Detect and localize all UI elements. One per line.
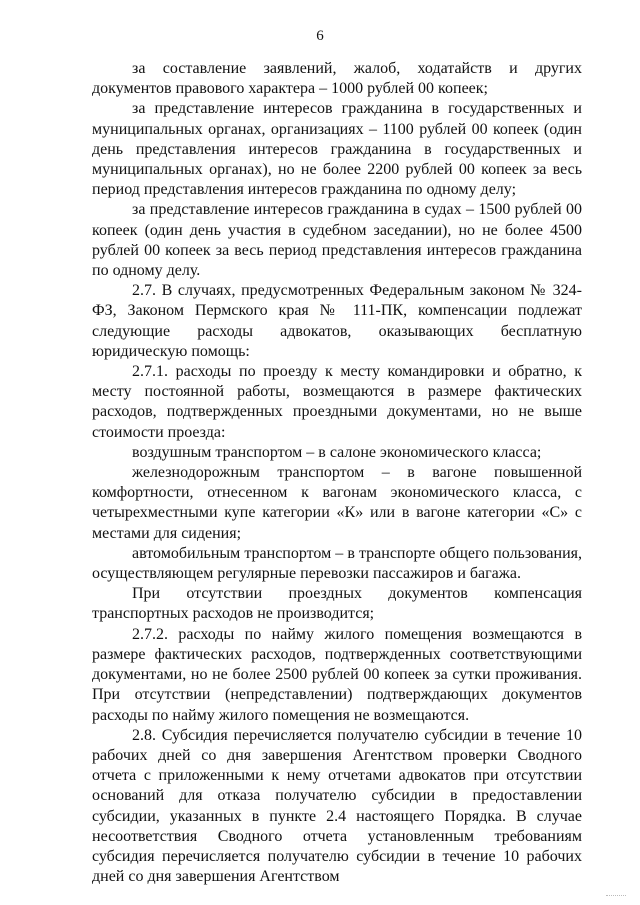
paragraph-air-transport: воздушным транспортом – в салоне экономического класса; (132, 443, 542, 461)
paragraph-clause-2-7-1: 2.7.1. расходы по проезду к месту командировки и обратно, к месту постоянной работы, возмещаются в размере фактических расходов, подтвержденных проездными документами, но не выше стоимости проезда: (92, 363, 582, 441)
paragraph-clause-2-8: 2.8. Субсидия перечисляется получателю субсидии в течение 10 рабочих дней со дня завершения Агентством проверки Сводного отчета с приложенными к нему отчетами адвокатов при отсутствии оснований для отказа получателю субсидии в предоставлении субсидии, указанных в пункте 2.4 настоящего Порядка. В случае несоответствия Сводного отчета установленным требованиям субсидия перечисляется получателю субсидии в течение 10 рабочих дней со дня завершения Агентством (92, 726, 582, 886)
paragraph-fee-documents: за составление заявлений, жалоб, ходатайств и других документов правового характера – 1000 рублей 00 копеек; (92, 60, 582, 98)
paragraph-rail-transport: железнодорожным транспортом – в вагоне повышенной комфортности, отнесенном к вагонам экономического класса, с четырехместными купе категории «К» или в вагоне категории «С» с местами для сидения; (92, 464, 582, 542)
paragraph-road-transport: автомобильным транспортом – в транспорте общего пользования, осуществляющем регулярные перевозки пассажиров и багажа. (92, 544, 582, 583)
paragraph-fee-courts: за представление интересов гражданина в судах – 1500 рублей 00 копеек (один день участия в судебном заседании), но не более 4500 рублей 00 копеек за весь период представления интересов гражданина по одному делу. (92, 201, 582, 280)
paragraph-fee-state-bodies: за представление интересов гражданина в государственных и муниципальных органах, организациях – 1100 рублей 00 копеек (один день представления интересов гражданина в государственных и муниципальных органах), но не более 2200 рублей 00 копеек за весь период представления интересов гражданина по одному делу; (92, 100, 582, 199)
document-body (92, 59, 582, 887)
page-number: 6 (316, 28, 324, 44)
scan-corner-mark (606, 895, 626, 899)
paragraph-clause-2-7-2: 2.7.2. расходы по найму жилого помещения возмещаются в размере фактических расходов, подтвержденных соответствующими документами, но не более 2500 рублей 00 копеек за сутки проживания. При отсутствии (непредставлении) подтверждающих документов расходы по найму жилого помещения не возмещаются. (92, 625, 582, 724)
paragraph-clause-2-7: 2.7. В случаях, предусмотренных Федеральным законом № 324-ФЗ, Законом Пермского края № 111-ПК, компенсации подлежат следующие расходы адвокатов, оказывающих бесплатную юридическую помощь: (92, 282, 582, 360)
paragraph-no-travel-documents: При отсутствии проездных документов компенсация транспортных расходов не производится; (92, 585, 582, 623)
